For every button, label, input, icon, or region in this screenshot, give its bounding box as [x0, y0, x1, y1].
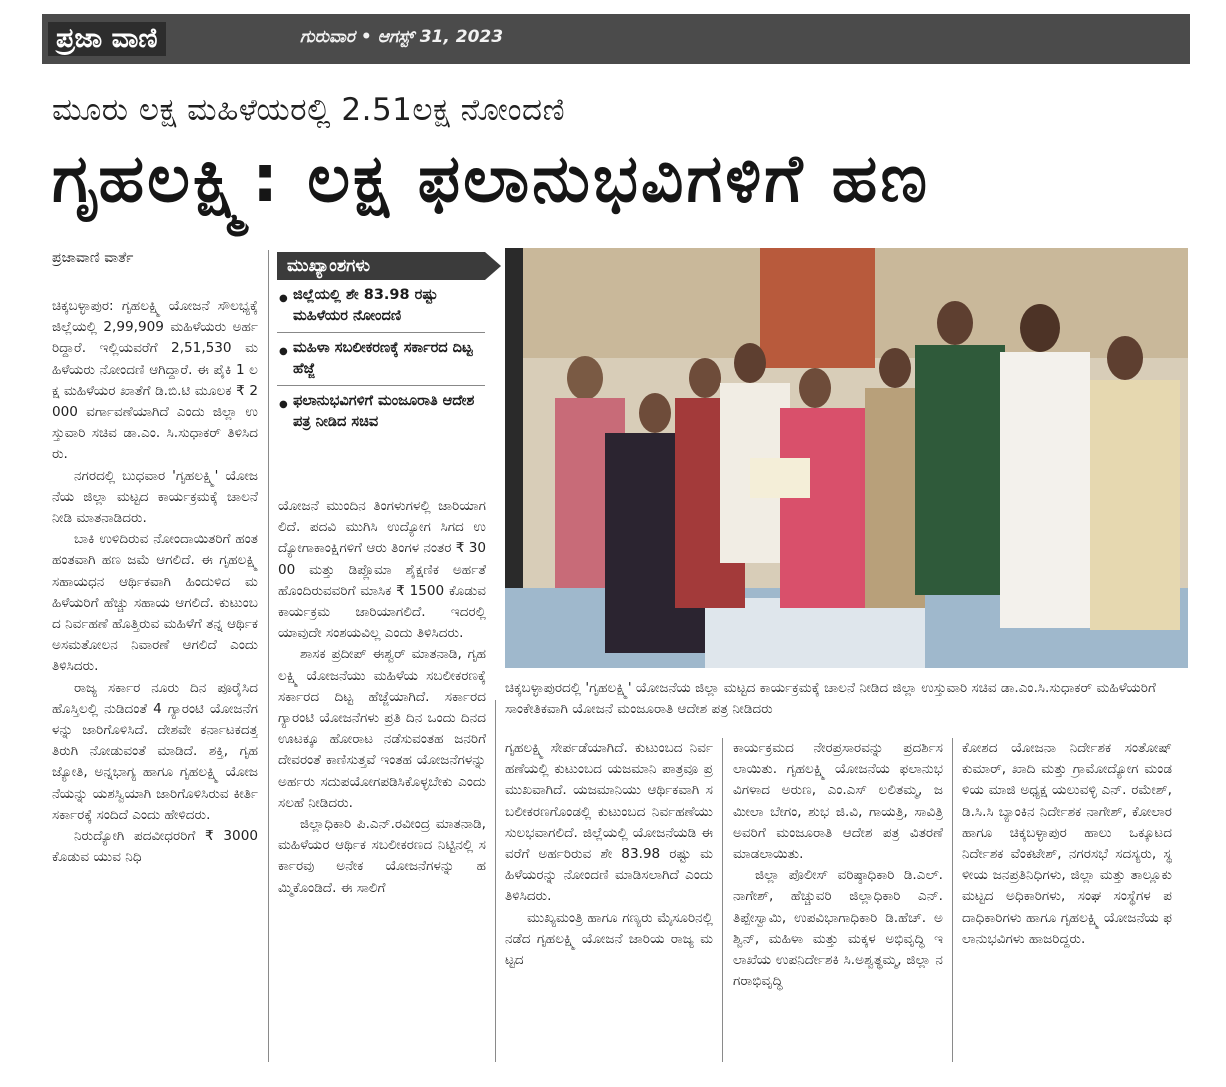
highlight-item — [277, 333, 485, 386]
article-paragraph: ಕಾರ್ಯಕ್ರಮದ ನೇರಪ್ರಸಾರವನ್ನು ಪ್ರದರ್ಶಿಸಲಾಯಿತು. ಗೃಹಲಕ್ಷ್ಮಿ ಯೋಜನೆಯ ಫಲಾನುಭವಿಗಳಾದ ಅರುಣ, ಎಂ.ಎಸ್ ಲಲಿತಮ್ಮ, ಜಮೀಲಾ ಬೇಗಂ, ಶುಭ ಜಿ.ವಿ, ಗಾಯತ್ರಿ, ಸಾವಿತ್ರಿ ಅವರಿಗೆ ಮಂಜೂರಾತಿ ಆದೇಶ ಪತ್ರ ವಿತರಣೆ ಮಾಡಲಾಯಿತು. — [733, 740, 943, 863]
article-paragraph: ನಿರುದ್ಯೋಗಿ ಪದವೀಧರರಿಗೆ ₹ 3000 ಕೊಡುವ ಯುವ ನಿಧಿ — [52, 828, 258, 866]
column-rule — [722, 738, 723, 1062]
highlight-item — [277, 280, 485, 333]
article-column-3 — [505, 738, 713, 1066]
highlights-title: ಮುಖ್ಯಾಂಶಗಳು — [277, 252, 485, 280]
article-column-4 — [733, 738, 943, 1066]
highlight-text: ಜಿಲ್ಲೆಯಲ್ಲಿ ಶೇ 83.98 ರಷ್ಟು ಮಹಿಳೆಯರ ನೋಂದಣಿ — [293, 287, 438, 324]
column-rule — [952, 738, 953, 1062]
photo-caption: ಚಿಕ್ಕಬಳ್ಳಾಪುರದಲ್ಲಿ 'ಗೃಹಲಕ್ಷ್ಮಿ' ಯೋಜನೆಯ ಜಿಲ್ಲಾ ಮಟ್ಟದ ಕಾರ್ಯಕ್ರಮಕ್ಕೆ ಚಾಲನೆ ನೀಡಿದ ಜಿಲ್ಲಾ ಉಸ್ತುವಾರಿ ಸಚಿವ ಡಾ.ಎಂ.ಸಿ.ಸುಧಾಕರ್ ಮಹಿಳೆಯರಿಗೆ ಸಾಂಕೇತಿಕವಾಗಿ ಯೋಜನೆ ಮಂಜೂರಾತಿ ಆದೇಶ ಪತ್ರ ನೀಡಿದರು — [505, 680, 1156, 717]
article-paragraph: ಜಿಲ್ಲಾಧಿಕಾರಿ ಪಿ.ಎನ್.ರವೀಂದ್ರ ಮಾತನಾಡಿ, ಮಹಿಳೆಯರ ಆರ್ಥಿಕ ಸಬಲೀಕರಣದ ನಿಟ್ಟಿನಲ್ಲಿ ಸರ್ಕಾರವು ಅನೇಕ ಯೋಜನೆಗಳನ್ನು ಹಮ್ಮಿಕೊಂಡಿದೆ. ಈ ಸಾಲಿಗೆ — [278, 816, 486, 896]
column-rule — [495, 700, 496, 1062]
article-paragraph: ಜಿಲ್ಲಾ ಪೊಲೀಸ್ ವರಿಷ್ಠಾಧಿಕಾರಿ ಡಿ.ಎಲ್.ನಾಗೇಶ್, ಹೆಚ್ಚುವರಿ ಜಿಲ್ಲಾಧಿಕಾರಿ ಎನ್.ತಿಪ್ಪೇಸ್ವಾಮಿ, ಉಪವಿಭಾಗಾಧಿಕಾರಿ ಡಿ.ಹೆಚ್. ಅಶ್ವಿನ್, ಮಹಿಳಾ ಮತ್ತು ಮಕ್ಕಳ ಅಭಿವೃದ್ಧಿ ಇಲಾಖೆಯ ಉಪನಿರ್ದೇಶಕಿ ಸಿ.ಅಶ್ವತ್ಥಮ್ಮ, ಜಿಲ್ಲಾ ನಗರಾಭಿವೃದ್ಧಿ — [733, 867, 943, 990]
highlight-text: ಮಹಿಳಾ ಸಬಲೀಕರಣಕ್ಕೆ ಸರ್ಕಾರದ ದಿಟ್ಟ ಹೆಜ್ಜೆ — [293, 340, 473, 377]
article-paragraph: ಶಾಸಕ ಪ್ರದೀಪ್ ಈಶ್ವರ್ ಮಾತನಾಡಿ, ಗೃಹಲಕ್ಷ್ಮಿ ಯೋಜನೆಯು ಮಹಿಳೆಯ ಸಬಲೀಕರಣಕ್ಕೆ ಸರ್ಕಾರದ ದಿಟ್ಟ ಹೆಜ್ಜೆಯಾಗಿದೆ. ಸರ್ಕಾರದ ಗ್ಯಾರಂಟಿ ಯೋಜನೆಗಳು ಪ್ರತಿ ದಿನ ಒಂದು ದಿನದ ಊಟಕ್ಕೂ ಹೋರಾಟ ನಡೆಸುವಂತಹ ಜನರಿಗೆ ದೇವರಂತೆ ಕಾಣಿಸುತ್ತವೆ ಇಂತಹ ಯೋಜನೆಗಳನ್ನು ಅರ್ಹರು ಸದುಪಯೋಗಪಡಿಸಿಕೊಳ್ಳಬೇಕು ಎಂದು ಸಲಹೆ ನೀಡಿದರು. — [278, 646, 486, 811]
article-paragraph: ಯೋಜನೆ ಮುಂದಿನ ತಿಂಗಳುಗಳಲ್ಲಿ ಜಾರಿಯಾಗಲಿದೆ. ಪದವಿ ಮುಗಿಸಿ ಉದ್ಯೋಗ ಸಿಗದ ಉದ್ಯೋಗಾಕಾಂಕ್ಷಿಗಳಿಗೆ ಆರು ತಿಂಗಳ ನಂತರ ₹ 3000 ಮತ್ತು ಡಿಪ್ಲೊಮಾ ಶೈಕ್ಷಣಿಕ ಅರ್ಹತೆ ಹೊಂದಿರುವವರಿಗೆ ಮಾಸಿಕ ₹ 1500 ಕೊಡುವ ಕಾರ್ಯಕ್ರಮ ಜಾರಿಯಾಗಲಿದೆ. ಇದರಲ್ಲಿ ಯಾವುದೇ ಸಂಶಯವಿಲ್ಲ ಎಂದು ತಿಳಿಸಿದರು. — [278, 498, 486, 642]
article-column-5 — [962, 738, 1172, 1066]
article-column-1 — [52, 296, 258, 1066]
bullet-icon: ● — [279, 399, 288, 410]
article-paragraph: ಮುಖ್ಯಮಂತ್ರಿ ಹಾಗೂ ಗಣ್ಯರು ಮೈಸೂರಿನಲ್ಲಿ ನಡೆದ ಗೃಹಲಕ್ಷ್ಮಿ ಯೋಜನೆ ಜಾರಿಯ ರಾಜ್ಯ ಮಟ್ಟದ — [505, 909, 713, 969]
article-paragraph: ನಗರದಲ್ಲಿ ಬುಧವಾರ 'ಗೃಹಲಕ್ಷ್ಮಿ' ಯೋಜನೆಯ ಜಿಲ್ಲಾ ಮಟ್ಟದ ಕಾರ್ಯಕ್ರಮಕ್ಕೆ ಚಾಲನೆ ನೀಡಿ ಮಾತನಾಡಿದರು. — [52, 467, 258, 527]
bullet-icon: ● — [279, 346, 288, 357]
highlight-item — [277, 386, 485, 438]
event-photo-illustration — [505, 248, 1188, 668]
newspaper-logo-text: ಪ್ರಜಾ ವಾಣಿ — [56, 23, 158, 54]
article-headline: ಗೃಹಲಕ್ಷ್ಮಿ: ಲಕ್ಷ ಫಲಾನುಭವಿಗಳಿಗೆ ಹಣ — [52, 140, 931, 217]
article-byline: ಪ್ರಜಾವಾಣಿ ವಾರ್ತೆ — [52, 250, 134, 266]
article-paragraph: ಗೃಹಲಕ್ಷ್ಮಿ ಸೇರ್ಪಡೆಯಾಗಿದೆ. ಕುಟುಂಬದ ನಿರ್ವಹಣೆಯಲ್ಲಿ ಕುಟುಂಬದ ಯಜಮಾನಿ ಪಾತ್ರವೂ ಪ್ರಮುಖವಾಗಿದೆ. ಯಜಮಾನಿಯು ಆರ್ಥಿಕವಾಗಿ ಸಬಲೀಕರಣಗೊಂಡಲ್ಲಿ ಕುಟುಂಬದ ನಿರ್ವಹಣೆಯು ಸುಲಭವಾಗಲಿದೆ. ಜಿಲ್ಲೆಯಲ್ಲಿ ಯೋಜನೆಯಡಿ ಈ ವರೆಗೆ ಅರ್ಹರಿರುವ ಶೇ 83.98 ರಷ್ಟು ಮಹಿಳೆಯರನ್ನು ನೋಂದಣಿ ಮಾಡಿಸಲಾಗಿದೆ ಎಂದು ತಿಳಿಸಿದರು. — [505, 740, 713, 905]
highlight-text: ಫಲಾನುಭವಿಗಳಿಗೆ ಮಂಜೂರಾತಿ ಆದೇಶ ಪತ್ರ ನೀಡಿದ ಸಚಿವ — [293, 393, 475, 430]
article-paragraph: ಬಾಕಿ ಉಳಿದಿರುವ ನೋಂದಾಯಿತರಿಗೆ ಹಂತ ಹಂತವಾಗಿ ಹಣ ಜಮೆ ಆಗಲಿದೆ. ಈ ಗೃಹಲಕ್ಷ್ಮಿ ಸಹಾಯಧನ ಆರ್ಥಿಕವಾಗಿ ಹಿಂದುಳಿದ ಮಹಿಳೆಯರಿಗೆ ಹೆಚ್ಚು ಸಹಾಯ ಆಗಲಿದೆ. ಕುಟುಂಬದ ನಿರ್ವಹಣೆ ಹೊತ್ತಿರುವ ಮಹಿಳೆಗೆ ತನ್ನ ಆರ್ಥಿಕ ಅಸಮತೋಲನ ನಿವಾರಣೆ ಆಗಲಿದೆ ಎಂದು ತಿಳಿಸಿದರು. — [52, 531, 258, 675]
issue-date: ಗುರುವಾರ • ಆಗಸ್ಟ್ 31, 2023 — [300, 27, 504, 47]
article-paragraph: ಕೋಶದ ಯೋಜನಾ ನಿರ್ದೇಶಕ ಸಂತೋಷ್ ಕುಮಾರ್, ಖಾದಿ ಮತ್ತು ಗ್ರಾಮೋದ್ಯೋಗ ಮಂಡಳಿಯ ಮಾಜಿ ಅಧ್ಯಕ್ಷ ಯಲುವಳ್ಳಿ ಎನ್. ರಮೇಶ್, ಡಿ.ಸಿ.ಸಿ ಬ್ಯಾಂಕಿನ ನಿರ್ದೇಶಕ ನಾಗೇಶ್, ಕೋಲಾರ ಹಾಗೂ ಚಿಕ್ಕಬಳ್ಳಾಪುರ ಹಾಲು ಒಕ್ಕೂಟದ ನಿರ್ದೇಶಕ ವೆಂಕಟೇಶ್, ನಗರಸಭೆ ಸದಸ್ಯರು, ಸ್ಥಳೀಯ ಜನಪ್ರತಿನಿಧಿಗಳು, ಜಿಲ್ಲಾ ಮತ್ತು ತಾಲ್ಲೂಕು ಮಟ್ಟದ ಅಧಿಕಾರಿಗಳು, ಸಂಘ ಸಂಸ್ಥೆಗಳ ಪದಾಧಿಕಾರಿಗಳು ಹಾಗೂ ಗೃಹಲಕ್ಷ್ಮಿ ಯೋಜನೆಯ ಫಲಾನುಭವಿಗಳು ಹಾಜರಿದ್ದರು. — [962, 740, 1172, 947]
event-photo — [505, 248, 1188, 668]
newspaper-logo — [48, 22, 166, 56]
masthead-bar — [42, 14, 1190, 64]
article-column-2 — [278, 496, 486, 1066]
article-kicker: ಮೂರು ಲಕ್ಷ ಮಹಿಳೆಯರಲ್ಲಿ 2.51ಲಕ್ಷ ನೋಂದಣಿ — [52, 92, 566, 128]
article-paragraph: ರಾಜ್ಯ ಸರ್ಕಾರ ನೂರು ದಿನ ಪೂರೈಸಿದ ಹೊಸ್ತಿಲಲ್ಲಿ ನುಡಿದಂತೆ 4 ಗ್ಯಾರಂಟಿ ಯೋಜನೆಗಳನ್ನು ಜಾರಿಗೊಳಿಸಿದೆ. ದೇಶವೇ ಕರ್ನಾಟಕದತ್ತ ತಿರುಗಿ ನೋಡುವಂತೆ ಮಾಡಿದೆ. ಶಕ್ತಿ, ಗೃಹಜ್ಯೋತಿ, ಅನ್ನಭಾಗ್ಯ ಹಾಗೂ ಗೃಹಲಕ್ಷ್ಮಿ ಯೋಜನೆಯನ್ನು ಯಶಸ್ವಿಯಾಗಿ ಜಾರಿಗೊಳಿಸಿರುವ ಕೀರ್ತಿ ಸರ್ಕಾರಕ್ಕೆ ಸಂದಿದೆ ಎಂದು ಹೇಳಿದರು. — [52, 679, 258, 823]
column-rule — [268, 250, 269, 1062]
article-paragraph: ಚಿಕ್ಕಬಳ್ಳಾಪುರ: ಗೃಹಲಕ್ಷ್ಮಿ ಯೋಜನೆ ಸೌಲಭ್ಯಕ್ಕೆ ಜಿಲ್ಲೆಯಲ್ಲಿ 2,99,909 ಮಹಿಳೆಯರು ಅರ್ಹರಿದ್ದಾರೆ. ಇಲ್ಲಿಯವರೆಗೆ 2,51,530 ಮಹಿಳೆಯರು ನೋಂದಣಿ ಆಗಿದ್ದಾರೆ. ಈ ಪೈಕಿ 1 ಲಕ್ಷ ಮಹಿಳೆಯರ ಖಾತೆಗೆ ಡಿ.ಬಿ.ಟಿ ಮೂಲಕ ₹ 2000 ವರ್ಗಾವಣೆಯಾಗಿದೆ ಎಂದು ಜಿಲ್ಲಾ ಉಸ್ತುವಾರಿ ಸಚಿವ ಡಾ.ಎಂ. ಸಿ.ಸುಧಾಕರ್ ತಿಳಿಸಿದರು. — [52, 298, 258, 463]
bullet-icon: ● — [279, 293, 288, 304]
highlights-box — [277, 252, 485, 438]
